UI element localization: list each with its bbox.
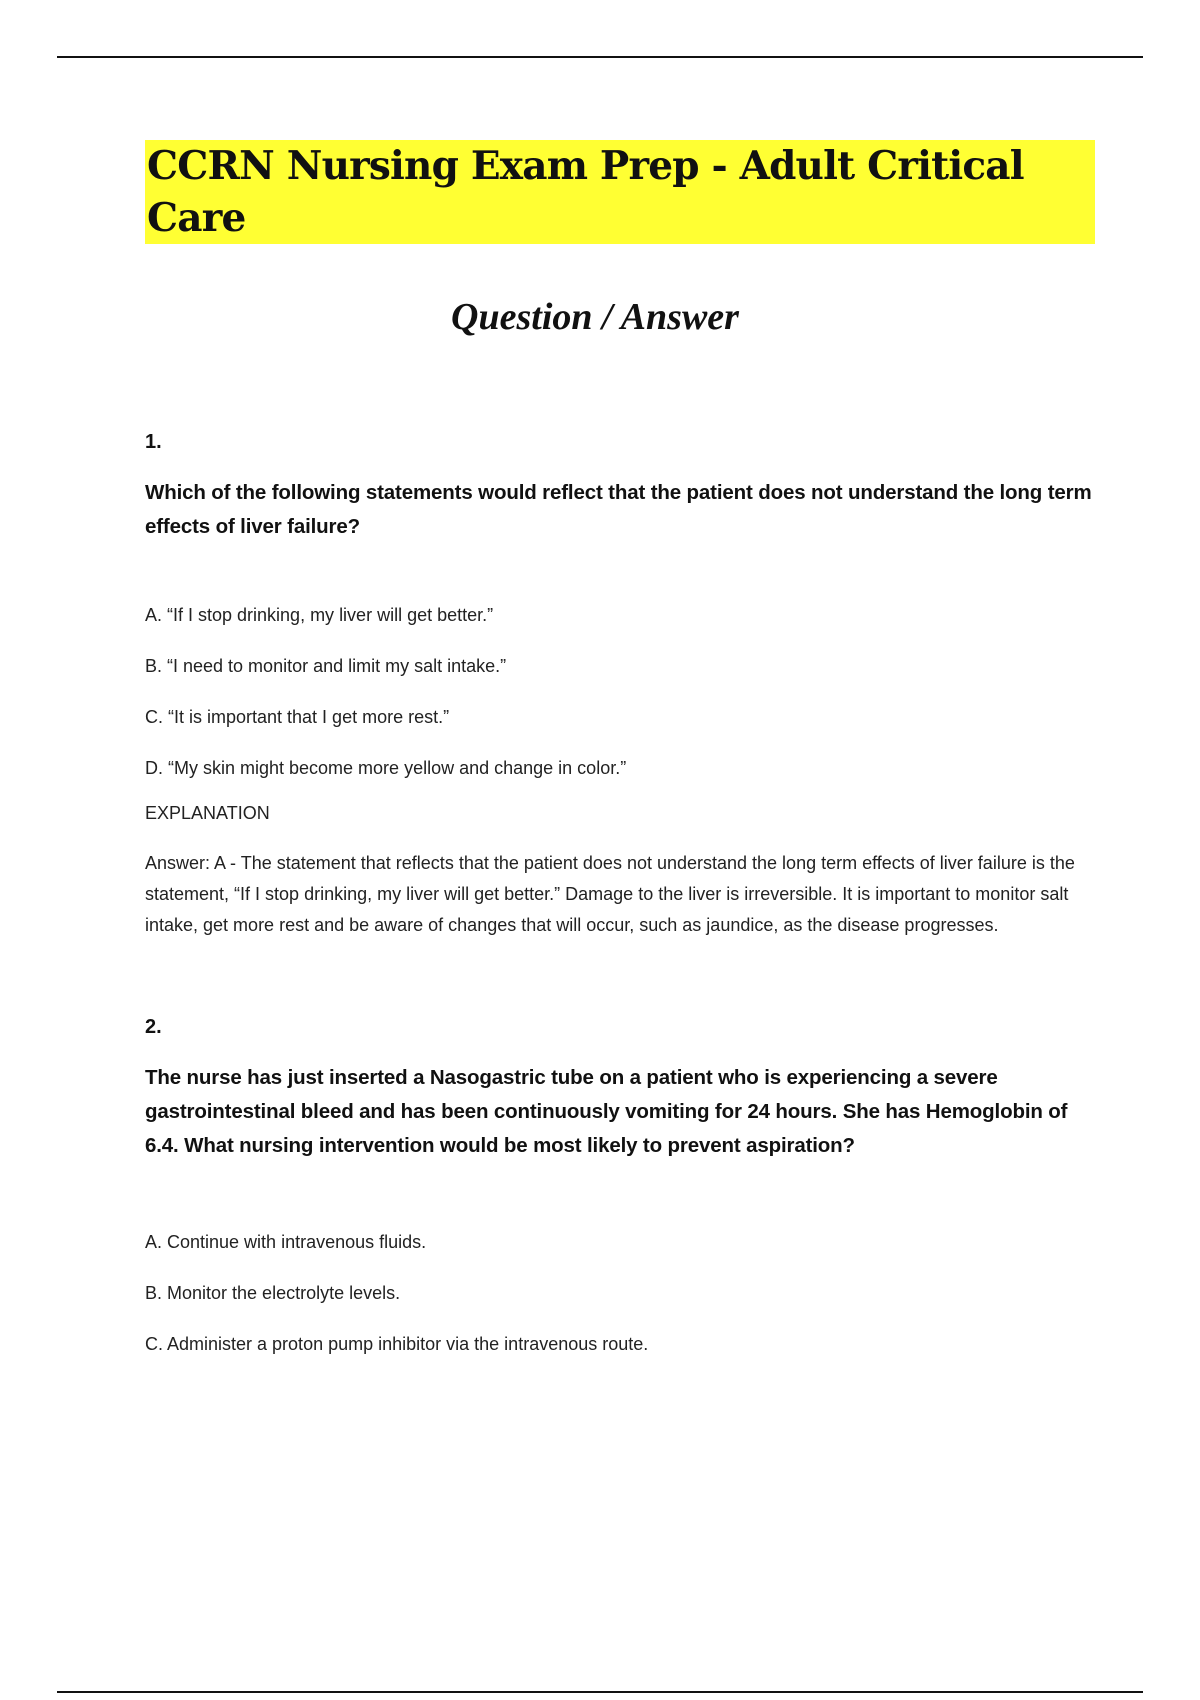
option-d: D. “My skin might become more yellow and change in color.” bbox=[145, 758, 627, 778]
explanation-text: Answer: A - The statement that reflects that the patient does not understand the long term effects of liver failure is the statement, “If I stop drinking, my liver will get better.” Damage to the liver is irreversible. It is important to monitor salt intake, get more rest and be aware of changes that will occur, such as jaundice, as the disease progresses. bbox=[145, 853, 1075, 935]
answer-options bbox=[145, 602, 1095, 781]
option-a: A. “If I stop drinking, my liver will get better.” bbox=[145, 605, 494, 625]
bottom-rule bbox=[57, 1691, 1143, 1693]
question-number: 2. bbox=[145, 1016, 162, 1038]
question-number: 1. bbox=[145, 431, 162, 453]
option-b: B. Monitor the electrolyte levels. bbox=[145, 1283, 401, 1303]
top-rule bbox=[57, 56, 1143, 58]
document-body bbox=[145, 140, 1095, 1382]
option-c: C. Administer a proton pump inhibitor via the intravenous route. bbox=[145, 1334, 649, 1354]
question-1 bbox=[145, 428, 1095, 941]
option-a: A. Continue with intravenous fluids. bbox=[145, 1232, 427, 1252]
option-b: B. “I need to monitor and limit my salt intake.” bbox=[145, 656, 507, 676]
question-text: The nurse has just inserted a Nasogastric tube on a patient who is experiencing a severe gastrointestinal bleed and has been continuously vomiting for 24 hours. She has Hemoglobin of 6.4. What nursing intervention would be most likely to prevent aspiration? bbox=[145, 1066, 1068, 1157]
answer-options bbox=[145, 1229, 1095, 1357]
document-title: CCRN Nursing Exam Prep - Adult Critical Care bbox=[145, 140, 1095, 244]
document-subtitle: Question / Answer bbox=[451, 296, 739, 338]
question-text: Which of the following statements would reflect that the patient does not understand the long term effects of liver failure? bbox=[145, 481, 1092, 538]
question-2 bbox=[145, 1013, 1095, 1357]
explanation-label: EXPLANATION bbox=[145, 803, 270, 823]
option-c: C. “It is important that I get more rest.” bbox=[145, 707, 450, 727]
